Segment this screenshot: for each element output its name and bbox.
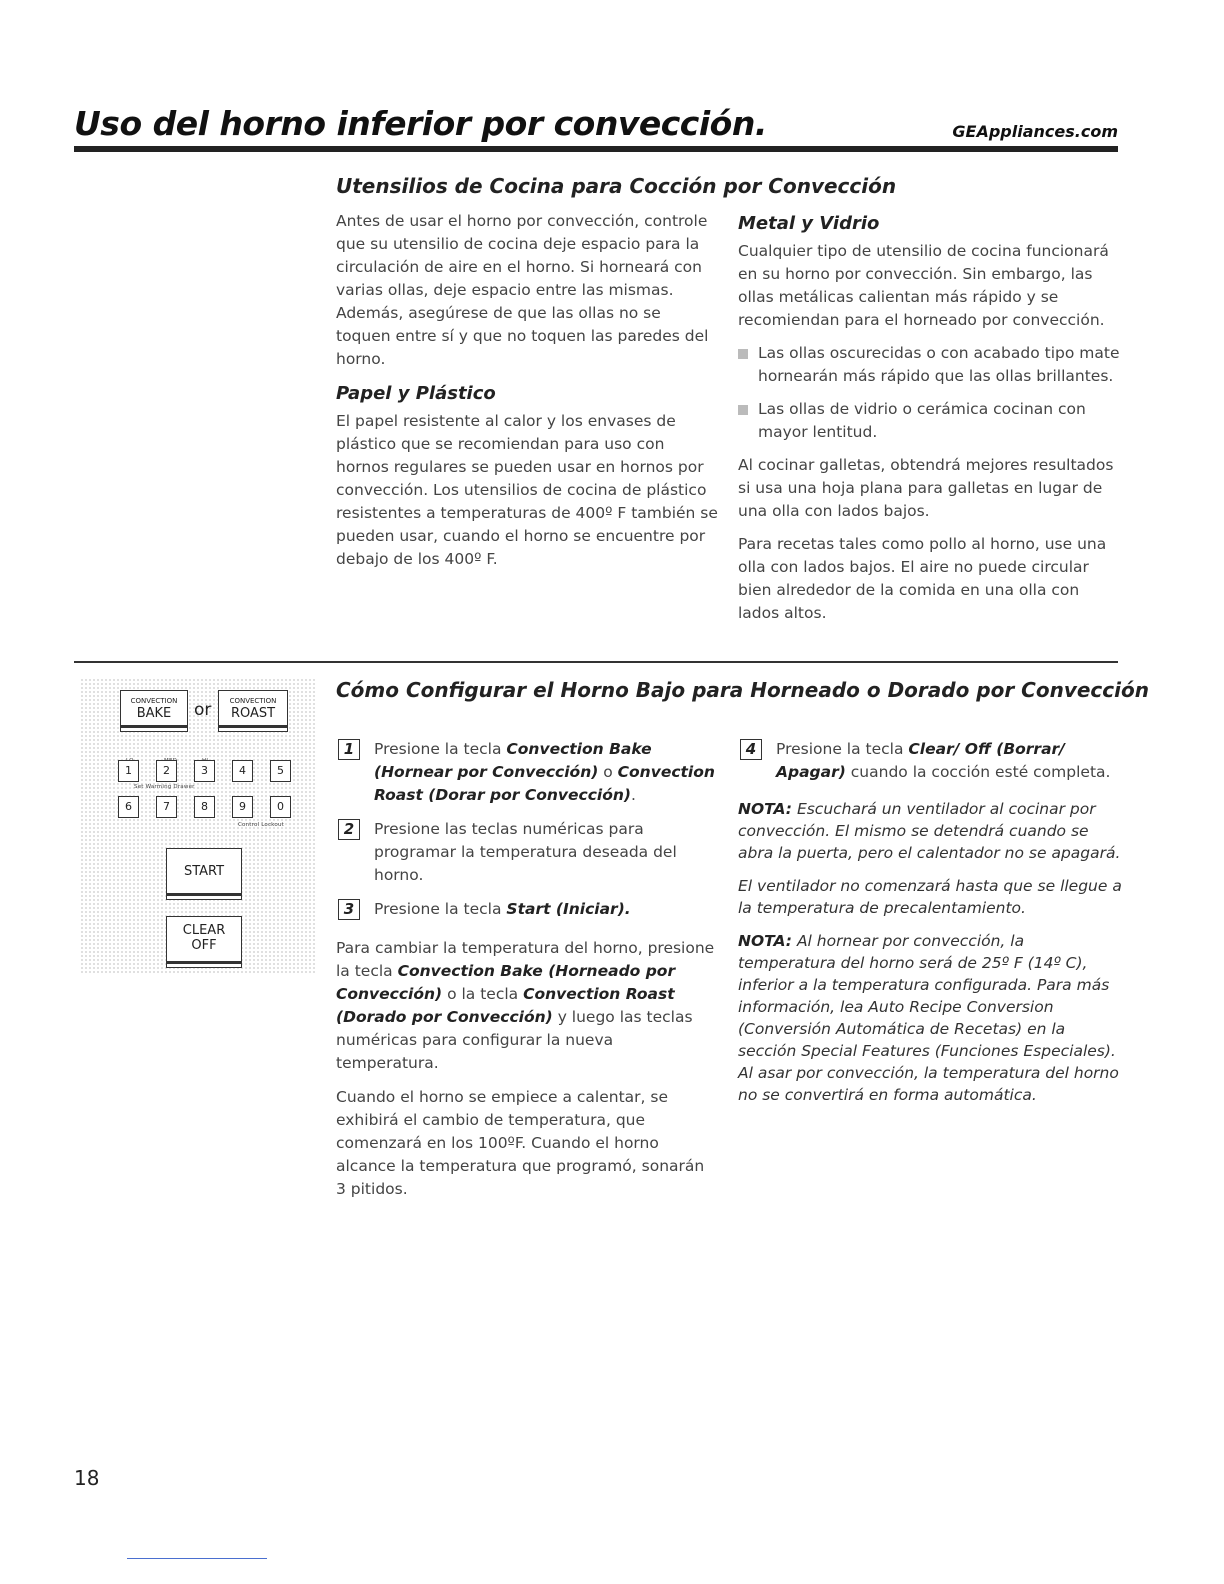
digit-key-3[interactable]: 3 [194,760,215,782]
bullet-item [738,342,1122,388]
digit-key-2[interactable]: 2 [156,760,177,782]
digit-key-7[interactable]: 7 [156,796,177,818]
steps-right-column [738,738,1122,1106]
metal-column [738,212,1122,625]
convection-bake-key[interactable]: CONVECTION BAKE [120,690,188,732]
fan-note: El ventilador no comenzará hasta que se llegue a la temperatura de precalentamiento. [738,877,1122,917]
digit-key-6[interactable]: 6 [118,796,139,818]
step-number: 1 [338,739,360,760]
step-number: 3 [338,899,360,920]
cookware-intro [336,210,720,571]
bullet-text: Las ollas de vidrio o cerámica cocinan con mayor lentitud. [758,400,1086,441]
page-number: 18 [74,1466,100,1490]
step-3: 3 Presione la tecla Start (Iniciar). [336,898,716,921]
heating-paragraph: Cuando el horno se empiece a calentar, se exhibirá el cambio de temperatura, que comenzará en los 100ºF. Cuando el horno alcance la temperatura que programó, sonarán 3 pitidos. [336,1088,705,1198]
bullet-item [738,398,1122,444]
page-title: Uso del horno inferior por convección. [74,104,767,143]
section-divider [74,661,1118,663]
site-url: GEAppliances.com [952,122,1118,141]
control-lockout-label: Control Lockout [238,822,284,828]
digit-key-5[interactable]: 5 [270,760,291,782]
notes [738,798,1122,1106]
step-number: 2 [338,819,360,840]
keypad-illustration [80,678,316,974]
bullet-square-icon [738,405,748,415]
warming-drawer-label: Set Warming Drawer [134,784,195,790]
paper-paragraph: El papel resistente al calor y los envases de plástico que se recomiendan para uso con hornos regulares se pueden usar en hornos por convección. Los utensilios de cocina de plástico resistentes a temperaturas de 400º F también se pueden usar, cuando el horno se encuentre por debajo de los 400º F. [336,412,718,568]
metal-paragraph: Cualquier tipo de utensilio de cocina funcionará en su horno por convección. Sin embargo, las ollas metálicas calientan más rápido y se recomiendan para el horneado por convección. [738,242,1109,329]
bullet-square-icon [738,349,748,359]
nota-1: NOTA: Escuchará un ventilador al cocinar por convección. El mismo se detendrá cuando se abra la puerta, pero el calentador no se apagará. [738,800,1121,862]
title-divider [74,146,1118,152]
change-temp-paragraph: Para cambiar la temperatura del horno, presione la tecla Convection Bake (Horneado por Convección) o la tecla Convection Roast (Dorado por Convección) y luego las teclas numéricas para configurar la nueva temperatura. [336,939,715,1072]
chicken-paragraph: Para recetas tales como pollo al horno, use una olla con lados bajos. El aire no puede circular bien alrededor de la comida en una olla con lados altos. [738,535,1107,622]
paper-heading: Papel y Plástico [336,383,496,404]
clear-off-key[interactable]: CLEAR OFF [166,916,242,968]
or-label: or [194,700,212,720]
bullet-text: Las ollas oscurecidas o con acabado tipo mate hornearán más rápido que las ollas brillantes. [758,344,1120,385]
step-2: 2 Presione las teclas numéricas para programar la temperatura deseada del horno. [336,818,716,887]
digit-key-0[interactable]: 0 [270,796,291,818]
section-heading-setup: Cómo Configurar el Horno Bajo para Horneado o Dorado por Convección [336,678,1149,702]
step-number: 4 [740,739,762,760]
digit-key-1[interactable]: 1 [118,760,139,782]
step-4: 4 Presione la tecla Clear/ Off (Borrar/ Apagar) cuando la cocción esté completa. [738,738,1122,784]
section-heading-cookware: Utensilios de Cocina para Cocción por Convección [336,174,897,198]
convection-roast-key[interactable]: CONVECTION ROAST [218,690,288,732]
nota-2: NOTA: Al hornear por convección, la temperatura del horno será de 25º F (14º C), inferior a la temperatura configurada. Para más información, lea Auto Recipe Conversion (Conversión Automática de Recetas) en la sección Special Features (Funciones Especiales). Al asar por convección, la temperatura del horno no se convertirá en forma automática. [738,932,1119,1104]
step-1: 1 Presione la tecla Convection Bake (Hornear por Convección) o Convection Roast (Dorar por Convección). [336,738,716,807]
metal-heading: Metal y Vidrio [738,213,880,234]
footer-line [127,1558,267,1559]
start-key[interactable]: START [166,848,242,900]
digit-key-9[interactable]: 9 [232,796,253,818]
digit-key-8[interactable]: 8 [194,796,215,818]
digit-key-4[interactable]: 4 [232,760,253,782]
steps-left-column [336,738,716,1201]
intro-paragraph: Antes de usar el horno por convección, controle que su utensilio de cocina deje espacio para la circulación de aire en el horno. Si horneará con varias ollas, deje espacio entre las mismas. Además, asegúrese de que las ollas no se toquen entre sí y que no toquen las paredes del horno. [336,212,709,368]
cookies-paragraph: Al cocinar galletas, obtendrá mejores resultados si usa una hoja plana para galletas en lugar de una olla con lados bajos. [738,456,1114,520]
